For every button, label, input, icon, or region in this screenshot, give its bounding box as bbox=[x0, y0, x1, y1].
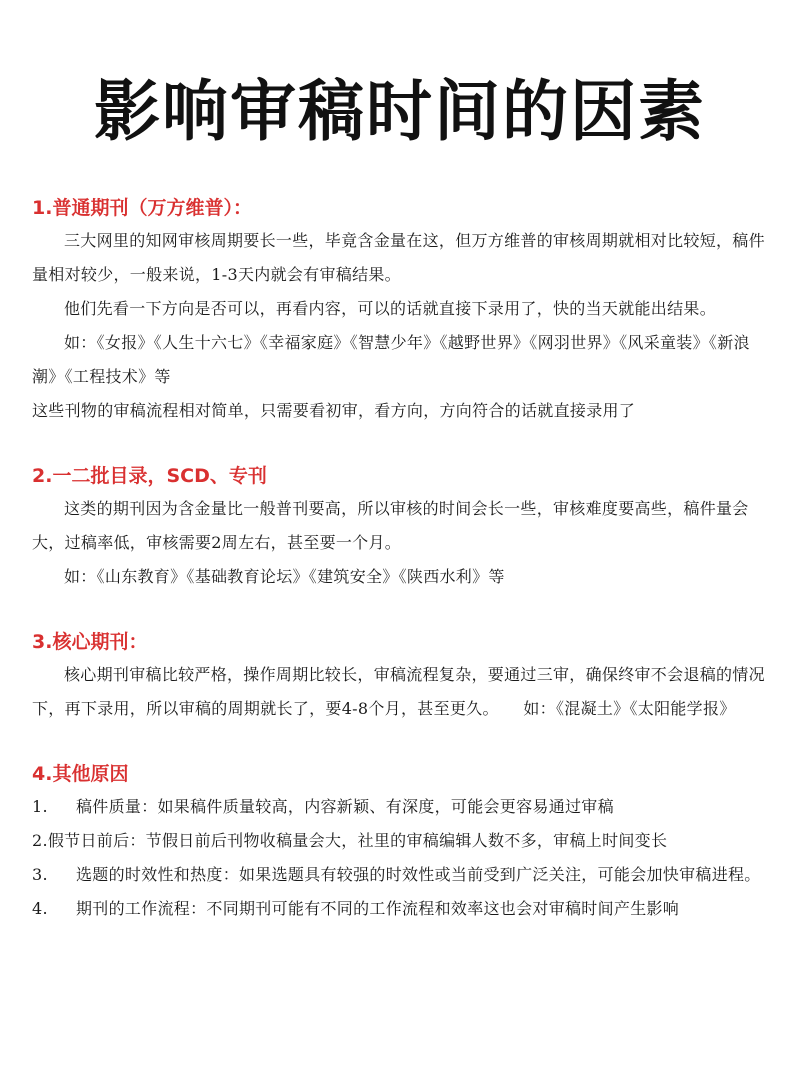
list-item-number: 3. bbox=[32, 865, 48, 884]
paragraph: 这类的期刊因为含金量比一般普刊要高，所以审核的时间会长一些，审核难度要高些，稿件量会大，过稿率低，审核需要2周左右，甚至要一个月。 bbox=[32, 499, 749, 552]
paragraph: 如：《女报》《人生十六七》《幸福家庭》《智慧少年》《越野世界》《网羽世界》《风采童装》《新浪潮》《工程技术》等 bbox=[32, 333, 750, 386]
list-item bbox=[32, 824, 772, 858]
paragraph: 三大网里的知网审核周期要长一些，毕竟含金量在这，但万方维普的审核周期就相对比较短，稿件量相对较少，一般来说，1-3天内就会有审稿结果。 bbox=[32, 231, 765, 284]
list-item-number: 1. bbox=[32, 797, 48, 816]
section-heading: 3.核心期刊： bbox=[32, 631, 148, 653]
section-other-reasons bbox=[32, 758, 772, 926]
section-gap bbox=[32, 428, 772, 460]
section-heading: 4.其他原因 bbox=[32, 763, 129, 785]
section-directory-journals bbox=[32, 460, 772, 594]
section-ordinary-journals bbox=[32, 192, 772, 428]
list-item-text: 假节日前后：节假日前后刊物收稿量会大，社里的审稿编辑人数不多，审稿上时间变长 bbox=[47, 831, 668, 850]
paragraph: 核心期刊审稿比较严格，操作周期比较长，审稿流程复杂，要通过三审，确保终审不会退稿的情况下，再下录用，所以审稿的周期就长了，要4-8个月，甚至更久。 如：《混凝土》《太阳能学报》 bbox=[32, 665, 765, 718]
list-item-number: 4. bbox=[32, 899, 48, 918]
list-item-text: 稿件质量：如果稿件质量较高，内容新颖、有深度，可能会更容易通过审稿 bbox=[76, 797, 614, 816]
section-gap bbox=[32, 726, 772, 758]
paragraph: 如：《山东教育》《基础教育论坛》《建筑安全》《陕西水利》等 bbox=[64, 567, 505, 586]
section-heading: 1.普通期刊（万方维普）： bbox=[32, 197, 252, 219]
list-item bbox=[32, 790, 772, 824]
page-title: 影响审稿时间的因素 bbox=[94, 73, 706, 150]
paragraph: 这些刊物的审稿流程相对简单，只需要看初审，看方向，方向符合的话就直接录用了 bbox=[32, 401, 636, 420]
paragraph: 他们先看一下方向是否可以，再看内容，可以的话就直接下录用了，快的当天就能出结果。 bbox=[64, 299, 717, 318]
section-core-journals bbox=[32, 626, 772, 726]
section-heading: 2.一二批目录，SCD、专刊 bbox=[32, 465, 267, 487]
list-item-text: 期刊的工作流程：不同期刊可能有不同的工作流程和效率这也会对审稿时间产生影响 bbox=[76, 899, 680, 918]
list-item bbox=[32, 892, 772, 926]
list-item bbox=[32, 858, 772, 892]
list-item-number: 2. bbox=[32, 831, 48, 850]
list-item-text: 选题的时效性和热度：如果选题具有较强的时效性或当前受到广泛关注，可能会加快审稿进程。 bbox=[76, 865, 761, 884]
section-gap bbox=[32, 594, 772, 626]
article-body bbox=[32, 192, 772, 926]
